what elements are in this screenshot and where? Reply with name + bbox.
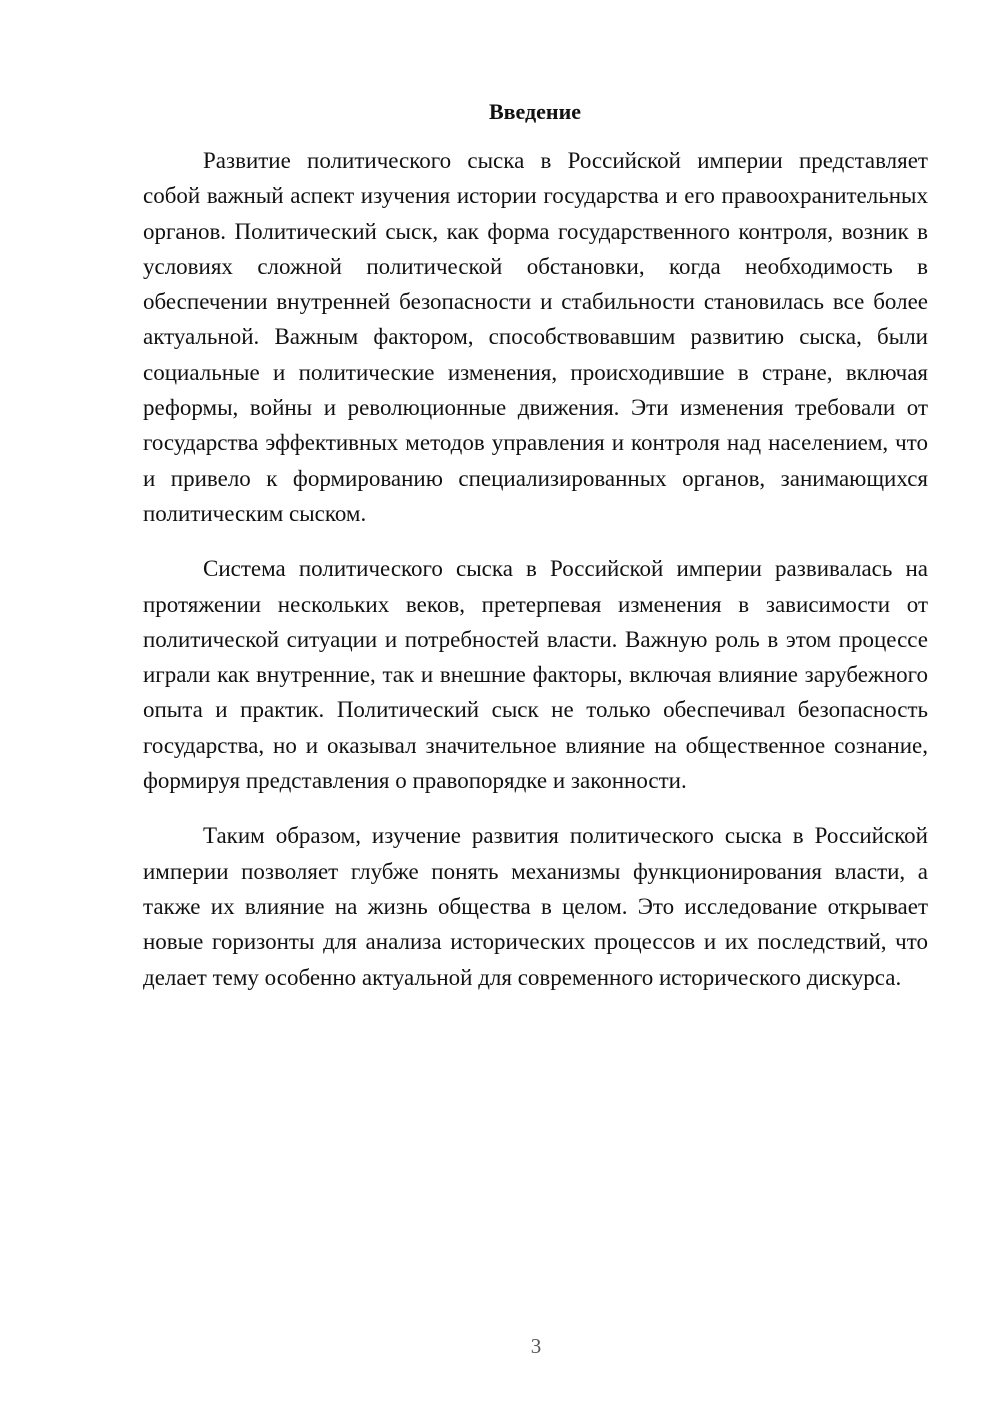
page-number: 3	[530, 1334, 542, 1358]
document-body	[143, 143, 928, 1015]
page-title: Введение	[488, 99, 582, 124]
paragraph-3: Таким образом, изучение развития политического сыска в Российской империи позволяет глубже понять механизмы функционирования власти, а также их влияние на жизнь общества в целом. Это исследование открывает новые горизонты для анализа исторических процессов и их последствий, что делает тему особенно актуальной для современного исторического дискурса.	[143, 823, 928, 990]
paragraph-1: Развитие политического сыска в Российской империи представляет собой важный аспект изучения истории государства и его правоохранительных органов. Политический сыск, как форма государственного контроля, возник в условиях сложной политической обстановки, когда необходимость в обеспечении внутренней безопасности и стабильности становилась все более актуальной. Важным фактором, способствовавшим развитию сыска, были социальные и политические изменения, происходившие в стране, включая реформы, войны и революционные движения. Эти изменения требовали от государства эффективных методов управления и контроля над населением, что и привело к формированию специализированных органов, занимающихся политическим сыском.	[143, 148, 928, 526]
paragraph-2: Система политического сыска в Российской империи развивалась на протяжении нескольких веков, претерпевая изменения в зависимости от политической ситуации и потребностей власти. Важную роль в этом процессе играли как внутренние, так и внешние факторы, включая влияние зарубежного опыта и практик. Политический сыск не только обеспечивал безопасность государства, но и оказывал значительное влияние на общественное сознание, формируя представления о правопорядке и законности.	[143, 556, 928, 794]
